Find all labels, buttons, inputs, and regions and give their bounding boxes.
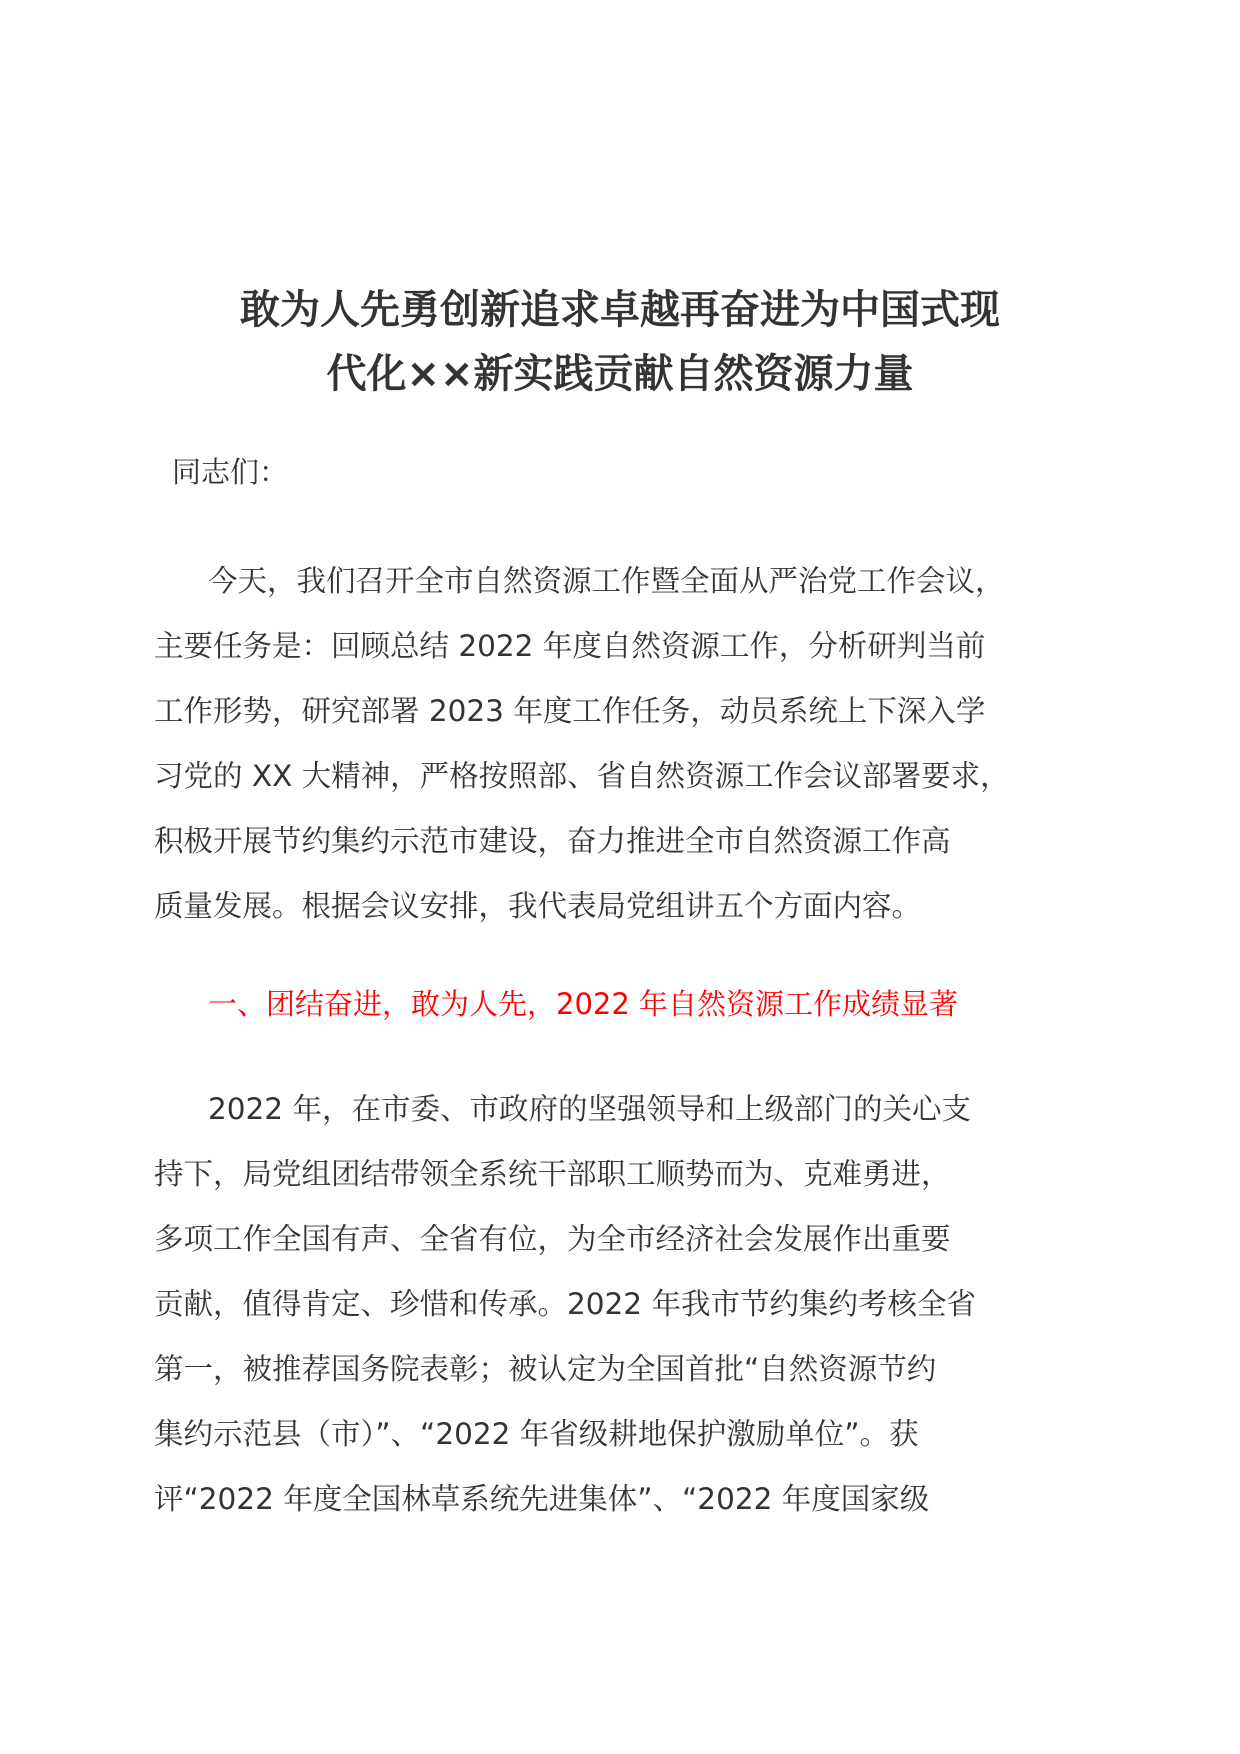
title-line-1: 敢为人先勇创新追求卓越再奋进为中国式现: [240, 287, 1000, 333]
paragraph-line: 集约示范县（市）”、“2022 年省级耕地保护激励单位”。获: [154, 1417, 919, 1451]
paragraph-line: 工作形势，研究部署 2023 年度工作任务，动员系统上下深入学: [154, 694, 986, 728]
document-title: [150, 278, 1090, 406]
section-heading: 一、团结奋进，敢为人先，2022 年自然资源工作成绩显著: [208, 987, 959, 1021]
title-line-2: 代化××新实践贡献自然资源力量: [326, 351, 914, 397]
salutation: 同志们：: [172, 455, 289, 489]
paragraph-intro: [154, 549, 1114, 939]
paragraph-line: 积极开展节约集约示范市建设，奋力推进全市自然资源工作高: [154, 824, 951, 858]
paragraph-line: 贡献，值得肯定、珍惜和传承。2022 年我市节约集约考核全省: [154, 1287, 976, 1321]
paragraph-line: 质量发展。根据会议安排，我代表局党组讲五个方面内容。: [154, 889, 922, 923]
paragraph-line: 评“2022 年度全国林草系统先进集体”、“2022 年度国家级: [154, 1482, 930, 1516]
paragraph-line: 主要任务是：回顾总结 2022 年度自然资源工作，分析研判当前: [154, 629, 986, 663]
paragraph-line: 习党的 XX 大精神，严格按照部、省自然资源工作会议部署要求，: [154, 759, 1010, 793]
paragraph-line: 2022 年，在市委、市政府的坚强领导和上级部门的关心支: [208, 1092, 971, 1126]
paragraph-line: 多项工作全国有声、全省有位，为全市经济社会发展作出重要: [154, 1222, 951, 1256]
paragraph-achievements: [154, 1077, 1114, 1532]
paragraph-line: 第一，被推荐国务院表彰；被认定为全国首批“自然资源节约: [154, 1352, 937, 1386]
paragraph-line: 持下，局党组团结带领全系统干部职工顺势而为、克难勇进，: [154, 1157, 951, 1191]
paragraph-line: 今天，我们召开全市自然资源工作暨全面从严治党工作会议，: [208, 564, 1005, 598]
